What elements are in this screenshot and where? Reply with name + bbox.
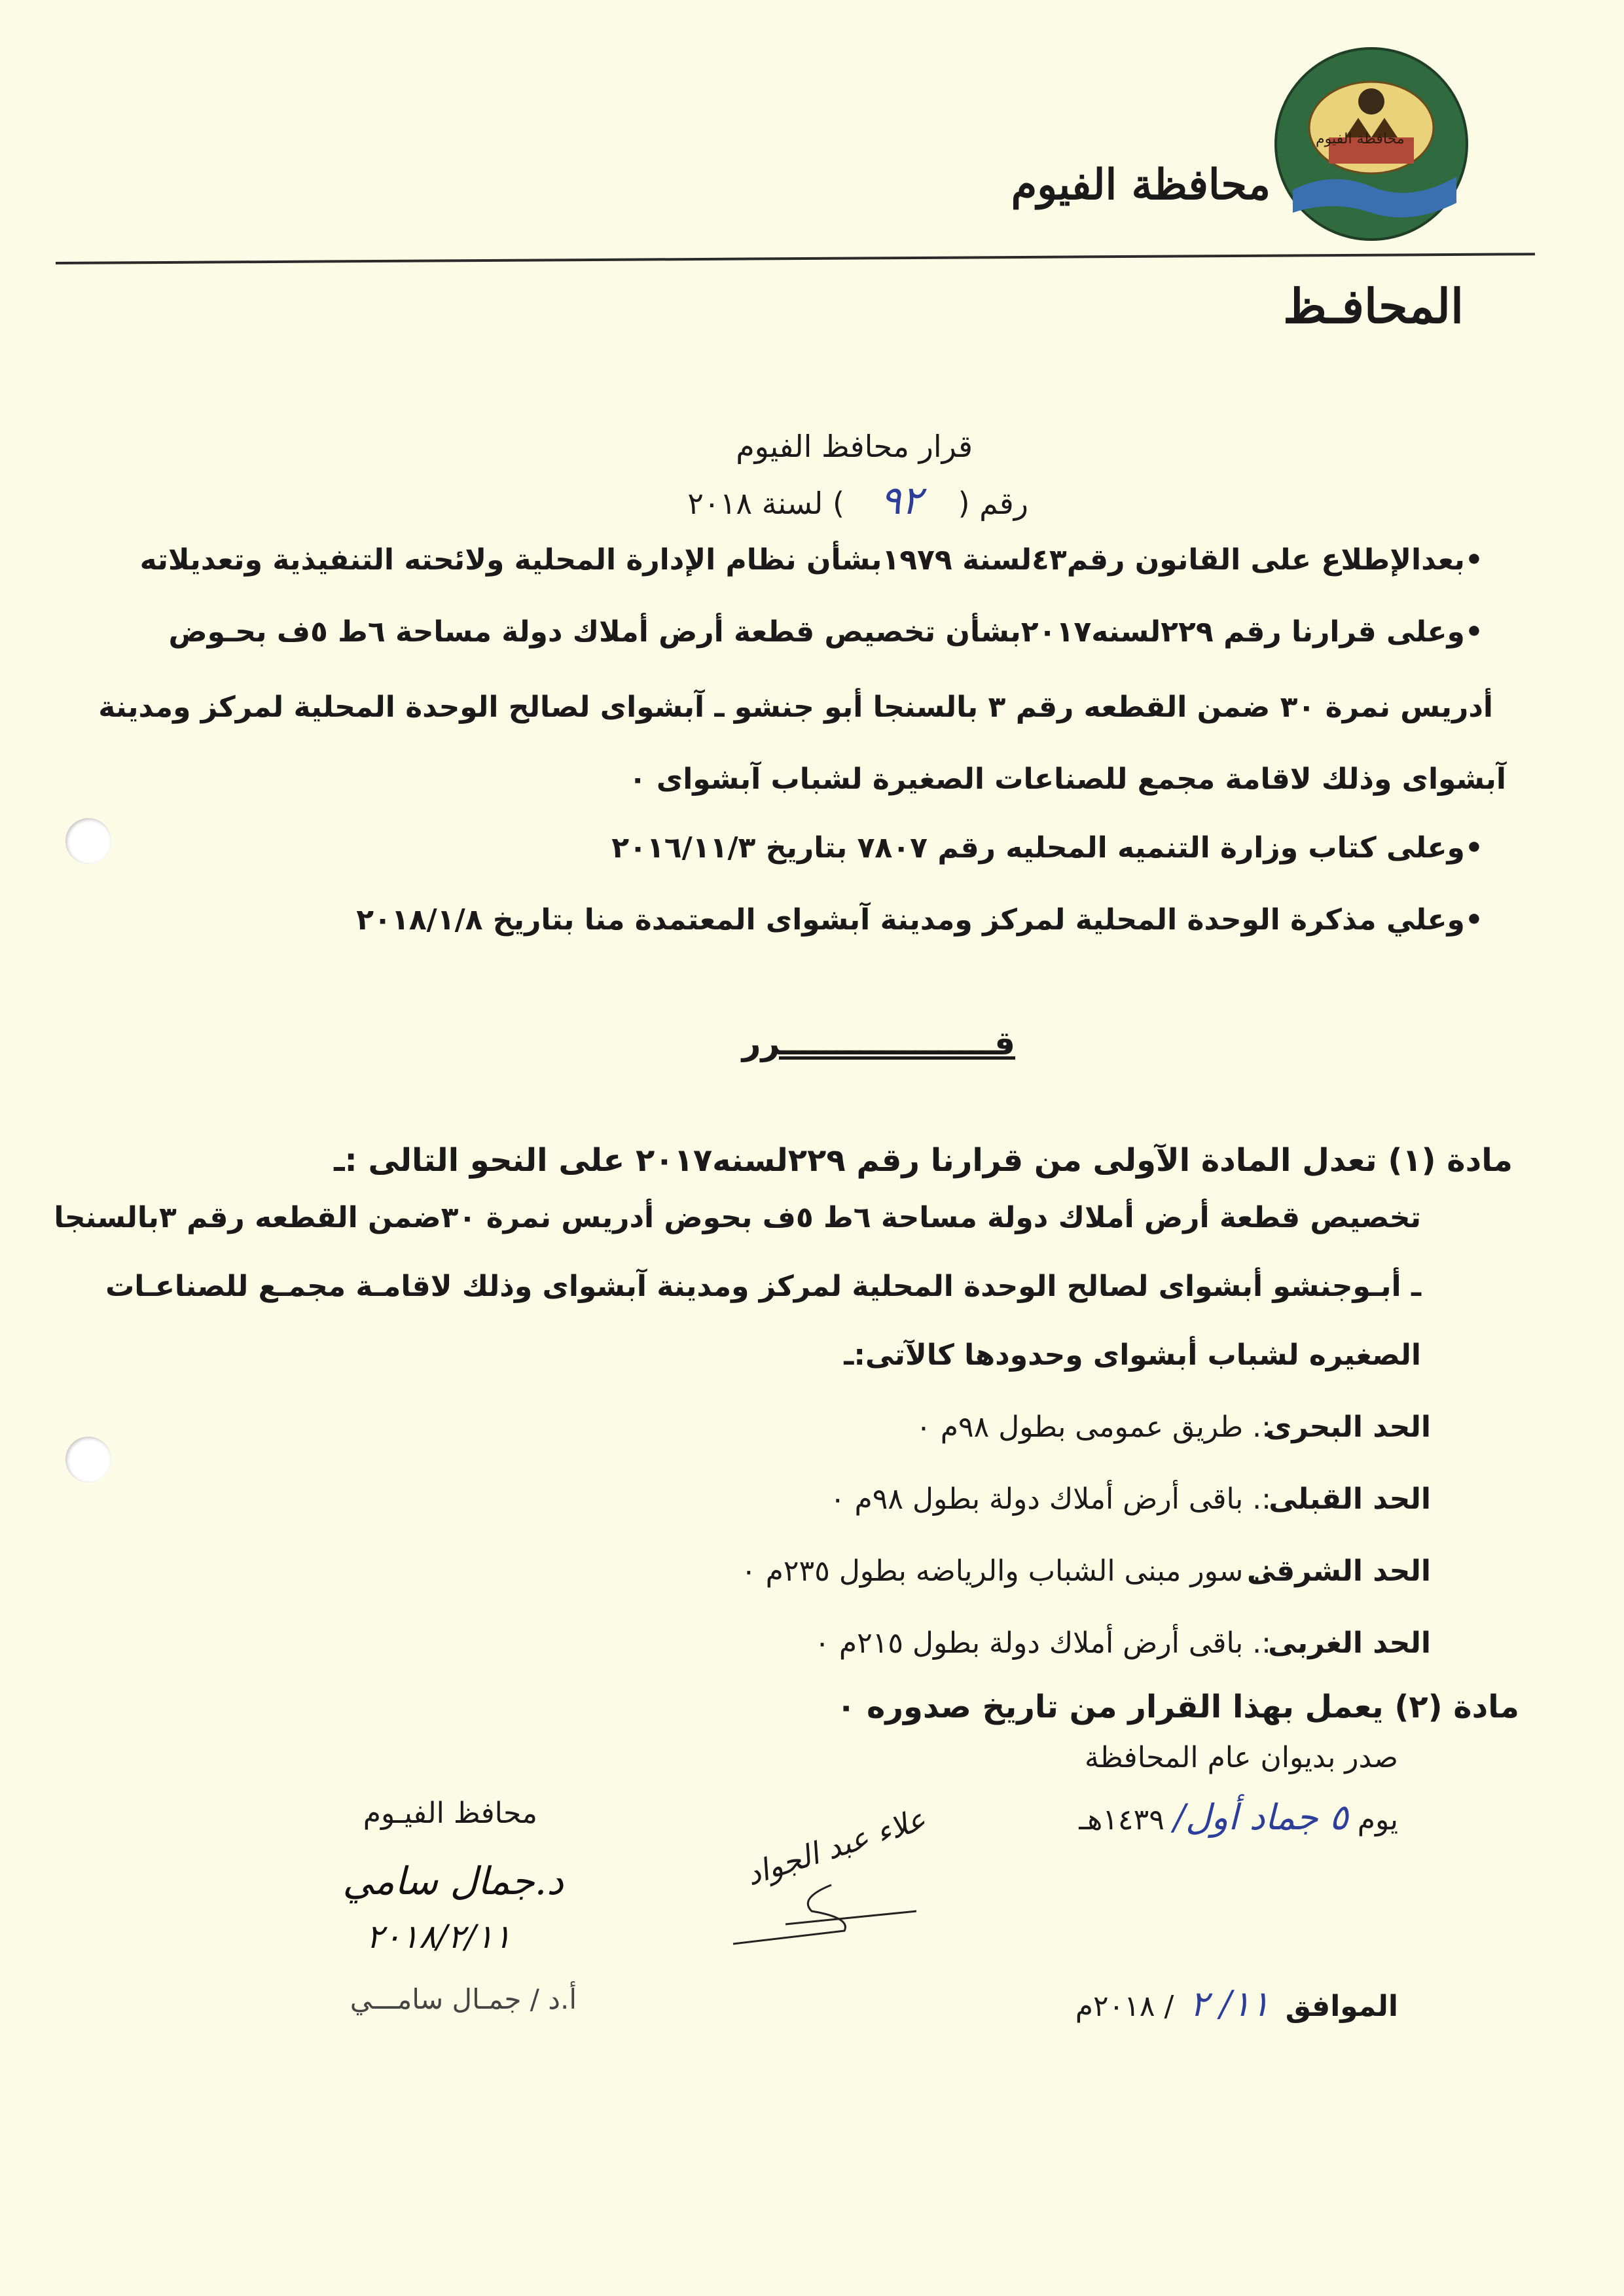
preamble-line-5: •وعلى كتاب وزارة التنميه المحليه رقم ٧٨٠٧ بتاريخ ٢٠١٦/١١/٣	[611, 831, 1483, 865]
signature-handwritten: د.جمال سامي	[342, 1859, 564, 1903]
article-2: مادة (٢) يعمل بهذا القرار من تاريخ صدوره ٠	[837, 1689, 1519, 1725]
decree-number	[687, 478, 1028, 524]
governorate-name: محافظة الفيوم	[1011, 160, 1271, 209]
decree-number-value: ٩٢	[880, 478, 922, 524]
header-divider	[56, 253, 1535, 264]
boundary-west-text: :. باقى أرض أملاك دولة بطول ٢١٥م ٠	[814, 1626, 1271, 1660]
boundary-south	[830, 1482, 1431, 1516]
emblem-label: محافظة الفيوم	[1316, 131, 1405, 147]
preamble-line-3: أدريس نمرة ٣٠ ضمن القطعه رقم ٣ بالسنجا أبو جنشو ـ آبشواى لصالح الوحدة المحلية لمركز ومدينة	[98, 691, 1493, 724]
initials-signature	[720, 1801, 930, 1957]
article-1-line-3: الصغيره لشباب أبشواى وحدودها كالآتى:ـ	[844, 1338, 1421, 1372]
preamble-line-2: •وعلى قرارنا رقم ٢٢٩لسنه٢٠١٧بشأن تخصيص قطعة أرض أملاك دولة مساحة ٦ط ٥ف بحـوض	[168, 615, 1483, 649]
punch-hole-top	[65, 818, 111, 864]
punch-hole-bottom	[65, 1437, 111, 1482]
gregorian-date	[1075, 1983, 1398, 2024]
hijri-date-handwritten: ٥ جماد أول/	[1173, 1797, 1348, 1838]
hijri-date	[1079, 1797, 1398, 1838]
boundary-north	[916, 1410, 1431, 1444]
boundary-south-label: الحد القبلى	[1269, 1482, 1431, 1516]
boundary-north-text: :. طريق عمومى بطول ٩٨م ٠	[916, 1410, 1271, 1444]
decree-title: قرار محافظ الفيوم	[736, 429, 973, 464]
signatory-title: محافظ الفيـوم	[363, 1797, 537, 1830]
preamble-line-1: •بعدالإطلاع على القانون رقم٤٣لسنة ١٩٧٩بشأن نظام الإدارة المحلية ولائحته التنفيذية وتعديلاته	[139, 543, 1483, 577]
boundary-west-label: الحد الغربى	[1268, 1626, 1431, 1660]
signatory-signature-date: ٢٠١٨/٢/١١	[366, 1918, 511, 1956]
signatory-name: أ.د / جمـال سامـــي	[350, 1983, 577, 2015]
article-1-heading: مادة (١) تعدل المادة الآولى من قرارنا رقم ٢٢٩لسنه٢٠١٧ على النحو التالى :ـ	[334, 1142, 1513, 1179]
article-1-line-1: تخصيص قطعة أرض أملاك دولة مساحة ٦ط ٥ف بحوض أدريس نمرة ٣٠ضمن القطعه رقم ٣بالسنجا	[54, 1201, 1421, 1234]
decree-number-prefix: رقم (	[958, 486, 1028, 521]
hijri-day-prefix: يوم	[1357, 1803, 1398, 1837]
office-title: المحافـظ	[1283, 278, 1464, 334]
boundary-east-label: الحد الشرقى	[1246, 1554, 1431, 1588]
boundary-east-text: :. سور مبنى الشباب والرياضه بطول ٢٣٥م ٠	[741, 1554, 1271, 1588]
signatory-signature	[342, 1859, 564, 1903]
boundary-east	[741, 1554, 1431, 1588]
preamble-line-6: •وعلي مذكرة الوحدة المحلية لمركز ومدينة آبشواى المعتمدة منا بتاريخ ٢٠١٨/١/٨	[356, 903, 1483, 937]
issued-at: صدر بديوان عام المحافظة	[1084, 1741, 1398, 1774]
hijri-year: ١٤٣٩هـ	[1079, 1803, 1164, 1837]
gregorian-year: / ٢٠١٨م	[1075, 1990, 1174, 2023]
decree-number-suffix: ) لسنة ٢٠١٨	[687, 486, 844, 521]
preamble-line-4: آبشواى وذلك لاقامة مجمع للصناعات الصغيرة لشباب آبشواى ٠	[628, 762, 1506, 796]
initials-handwritten: علاء عبد الجواد	[741, 1801, 930, 1893]
gregorian-date-handwritten: ١١/ ٢	[1189, 1983, 1270, 2024]
boundary-north-label: الحد البحرى	[1265, 1410, 1431, 1444]
decides-heading: قـــــــــــــــــــرر	[742, 1024, 1015, 1062]
article-1-line-2: ـ أبـوجنشو أبشواى لصالح الوحدة المحلية لمركز ومدينة آبشواى وذلك لاقامـة مجمـع للصناعـات	[105, 1270, 1421, 1303]
corresponding-label: الموافق	[1285, 1990, 1398, 2023]
boundary-south-text: :. باقى أرض أملاك دولة بطول ٩٨م ٠	[829, 1482, 1271, 1516]
boundary-west	[814, 1626, 1431, 1660]
